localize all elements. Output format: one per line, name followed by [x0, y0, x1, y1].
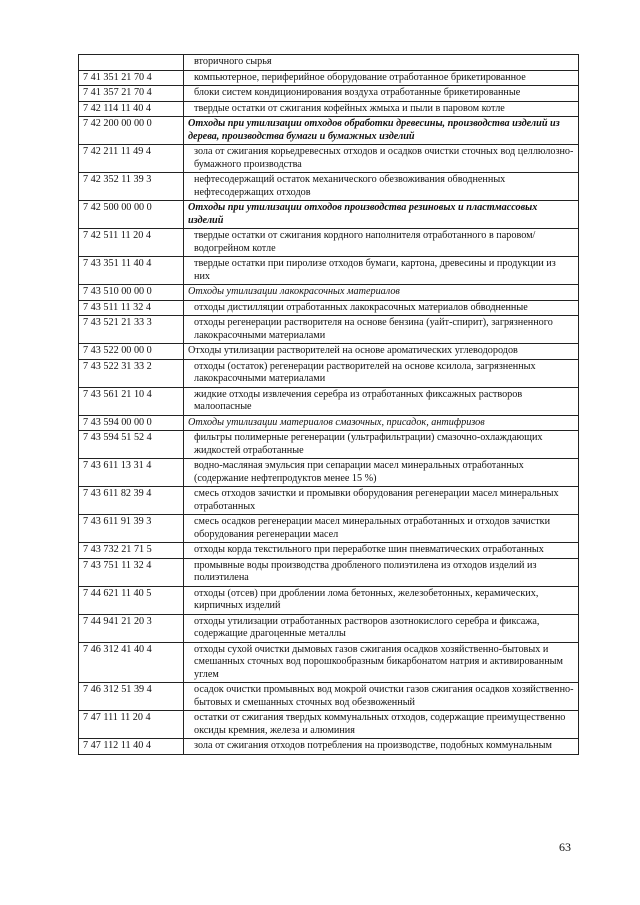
table-row — [79, 614, 579, 642]
waste-code-cell: 7 46 312 41 40 4 — [79, 642, 184, 683]
waste-description-cell: фильтры полимерные регенерации (ультрафильтрации) смазочно-охлаждающих жидкостей отработанные — [184, 431, 579, 459]
table-row — [79, 101, 579, 117]
waste-description-cell: Отходы утилизации лакокрасочных материалов — [184, 285, 579, 301]
waste-description-cell: водно-масляная эмульсия при сепарации масел минеральных отработанных (содержание нефтепродуктов менее 15 %) — [184, 459, 579, 487]
waste-description-cell: отходы (остаток) регенерации растворителей на основе ксилола, загрязненных лакокрасочными материалами — [184, 359, 579, 387]
waste-code-cell: 7 47 112 11 40 4 — [79, 739, 184, 755]
table-row — [79, 300, 579, 316]
waste-code-cell: 7 43 561 21 10 4 — [79, 387, 184, 415]
waste-code-cell — [79, 55, 184, 71]
table-row — [79, 387, 579, 415]
waste-description-cell: промывные воды производства дробленого полиэтилена из отходов изделий из полиэтилена — [184, 558, 579, 586]
waste-description-cell: Отходы при утилизации отходов обработки древесины, производства изделий из дерева, производства бумаги и бумажных изделий — [184, 117, 579, 145]
waste-description-cell: отходы (отсев) при дроблении лома бетонных, железобетонных, керамических, кирпичных изделий — [184, 586, 579, 614]
waste-description-cell: отходы утилизации отработанных растворов азотнокислого серебра и фиксажа, содержащие драгоценные металлы — [184, 614, 579, 642]
waste-description-cell: смесь отходов зачистки и промывки оборудования регенерации масел минеральных отработанных — [184, 487, 579, 515]
waste-description-cell: твердые остатки от сжигания кофейных жмыха и пыли в паровом котле — [184, 101, 579, 117]
waste-code-cell: 7 42 500 00 00 0 — [79, 201, 184, 229]
table-row — [79, 459, 579, 487]
waste-description-cell: зола от сжигания корьедревесных отходов и осадков очистки сточных вод целлюлозно-бумажного производства — [184, 145, 579, 173]
waste-description-cell: зола от сжигания отходов потребления на производстве, подобных коммунальным — [184, 739, 579, 755]
waste-code-cell: 7 43 611 82 39 4 — [79, 487, 184, 515]
waste-description-cell: компьютерное, периферийное оборудование отработанное брикетированное — [184, 70, 579, 86]
waste-code-cell: 7 42 114 11 40 4 — [79, 101, 184, 117]
waste-description-cell: нефтесодержащий остаток механического обезвоживания обводненных нефтесодержащих отходов — [184, 173, 579, 201]
waste-code-cell: 7 43 594 00 00 0 — [79, 415, 184, 431]
table-row — [79, 86, 579, 102]
table-row — [79, 201, 579, 229]
waste-description-cell: Отходы при утилизации отходов производства резиновых и пластмассовых изделий — [184, 201, 579, 229]
waste-description-cell: Отходы утилизации растворителей на основе ароматических углеводородов — [184, 344, 579, 360]
table-row — [79, 487, 579, 515]
waste-code-cell: 7 43 522 00 00 0 — [79, 344, 184, 360]
table-row — [79, 145, 579, 173]
waste-code-cell: 7 43 751 11 32 4 — [79, 558, 184, 586]
waste-code-cell: 7 42 200 00 00 0 — [79, 117, 184, 145]
table-row — [79, 642, 579, 683]
waste-description-cell: блоки систем кондиционирования воздуха отработанные брикетированные — [184, 86, 579, 102]
waste-code-cell: 7 43 594 51 52 4 — [79, 431, 184, 459]
waste-description-cell: отходы корда текстильного при переработке шин пневматических отработанных — [184, 543, 579, 559]
table-row — [79, 344, 579, 360]
waste-classification-table — [78, 54, 579, 755]
table-row — [79, 70, 579, 86]
waste-code-cell: 7 47 111 11 20 4 — [79, 711, 184, 739]
waste-description-cell: смесь осадков регенерации масел минеральных отработанных и отходов зачистки оборудования регенерации масел — [184, 515, 579, 543]
table-row — [79, 558, 579, 586]
table-row — [79, 586, 579, 614]
table-row — [79, 739, 579, 755]
waste-description-cell: твердые остатки при пиролизе отходов бумаги, картона, древесины и продукции из них — [184, 257, 579, 285]
waste-code-cell: 7 43 522 31 33 2 — [79, 359, 184, 387]
table-row — [79, 173, 579, 201]
table-row — [79, 257, 579, 285]
waste-description-cell: твердые остатки от сжигания кордного наполнителя отработанного в паровом/водогрейном котле — [184, 229, 579, 257]
waste-code-cell: 7 43 732 21 71 5 — [79, 543, 184, 559]
waste-code-cell: 7 44 621 11 40 5 — [79, 586, 184, 614]
waste-description-cell: жидкие отходы извлечения серебра из отработанных фиксажных растворов малоопасные — [184, 387, 579, 415]
waste-code-cell: 7 43 611 91 39 3 — [79, 515, 184, 543]
waste-description-cell: остатки от сжигания твердых коммунальных отходов, содержащие преимущественно оксиды кремния, железа и алюминия — [184, 711, 579, 739]
waste-code-cell: 7 41 351 21 70 4 — [79, 70, 184, 86]
waste-code-cell: 7 41 357 21 70 4 — [79, 86, 184, 102]
waste-description-cell: отходы сухой очистки дымовых газов сжигания осадков хозяйственно-бытовых и смешанных сточных вод порошкообразным бикарбонатом натрия и активированным углем — [184, 642, 579, 683]
table-row — [79, 415, 579, 431]
waste-code-cell: 7 42 511 11 20 4 — [79, 229, 184, 257]
waste-description-cell: вторичного сырья — [184, 55, 579, 71]
waste-code-cell: 7 43 510 00 00 0 — [79, 285, 184, 301]
waste-code-cell: 7 44 941 21 20 3 — [79, 614, 184, 642]
table-row — [79, 683, 579, 711]
table-body — [79, 55, 579, 755]
table-row — [79, 229, 579, 257]
waste-code-cell: 7 42 211 11 49 4 — [79, 145, 184, 173]
table-row — [79, 543, 579, 559]
waste-code-cell: 7 43 511 11 32 4 — [79, 300, 184, 316]
waste-code-cell: 7 43 611 13 31 4 — [79, 459, 184, 487]
waste-code-cell: 7 43 521 21 33 3 — [79, 316, 184, 344]
table-row — [79, 515, 579, 543]
table-row — [79, 711, 579, 739]
table-row — [79, 285, 579, 301]
waste-code-cell: 7 46 312 51 39 4 — [79, 683, 184, 711]
table-row — [79, 359, 579, 387]
waste-code-cell: 7 43 351 11 40 4 — [79, 257, 184, 285]
table-row — [79, 431, 579, 459]
waste-code-cell: 7 42 352 11 39 3 — [79, 173, 184, 201]
waste-description-cell: Отходы утилизации материалов смазочных, присадок, антифризов — [184, 415, 579, 431]
waste-description-cell: осадок очистки промывных вод мокрой очистки газов сжигания осадков хозяйственно-бытовых и смешанных сточных вод обезвоженный — [184, 683, 579, 711]
table-row — [79, 316, 579, 344]
waste-description-cell: отходы дистилляции отработанных лакокрасочных материалов обводненные — [184, 300, 579, 316]
page-number: 63 — [559, 840, 571, 854]
table-row — [79, 55, 579, 71]
waste-description-cell: отходы регенерации растворителя на основе бензина (уайт-спирит), загрязненного лакокрасочными материалами — [184, 316, 579, 344]
table-row — [79, 117, 579, 145]
